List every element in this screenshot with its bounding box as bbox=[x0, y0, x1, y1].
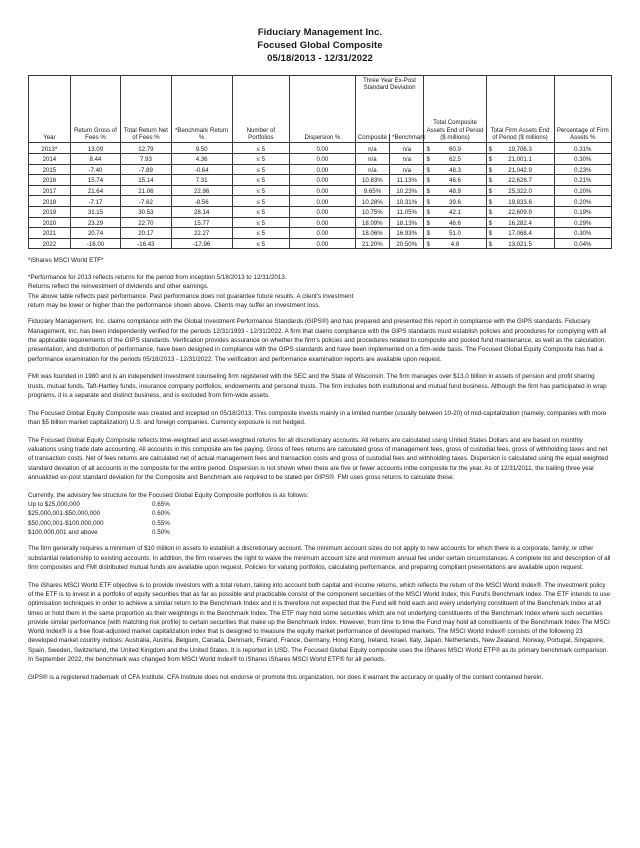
cell-percentage-firm-assets: 0.20% bbox=[554, 196, 611, 207]
paragraph-composite-creation: The Focused Global Equity Composite was created and incepted on 05/18/2013. This composite invests mainly in a limited number (usually between 10-20) of mid-capitalization (namely, companies with more than $5 billion market capitalization) U.S. and foreign companies. Currency exposure is not hedged. bbox=[28, 409, 607, 427]
currency-symbol: $ bbox=[426, 166, 430, 174]
cell-total-firm-assets-value: 13,021.5 bbox=[508, 240, 532, 248]
cell-sd-composite: 21.20% bbox=[355, 238, 389, 249]
cell-percentage-firm-assets: 0.20% bbox=[554, 185, 611, 196]
cell-return-gross: 13.09 bbox=[70, 143, 120, 154]
currency-symbol: $ bbox=[488, 209, 492, 217]
cell-total-firm-assets bbox=[486, 228, 554, 239]
cell-benchmark-return: 22.96 bbox=[171, 185, 232, 196]
cell-return-net: -16.43 bbox=[121, 238, 171, 249]
cell-total-firm-assets-value: 25,322.0 bbox=[508, 187, 532, 195]
fee-tier-range: $100,000,001 and above bbox=[28, 529, 98, 537]
currency-symbol: $ bbox=[488, 240, 492, 248]
cell-return-net: -7.89 bbox=[121, 164, 171, 175]
currency-symbol: $ bbox=[426, 156, 430, 164]
cell-sd-composite: 18.09% bbox=[355, 217, 389, 228]
cell-total-firm-assets-value: 16,282.4 bbox=[508, 219, 532, 227]
cell-return-net: 30.53 bbox=[121, 206, 171, 217]
cell-return-gross: 15.74 bbox=[70, 175, 120, 186]
col-group-three-year-sd: Three Year Ex-Post Standard Deviation bbox=[355, 76, 424, 135]
cell-percentage-firm-assets: 0.30% bbox=[554, 154, 611, 165]
cell-benchmark-return: -0.64 bbox=[171, 164, 232, 175]
cell-total-firm-assets-value: 22,609.9 bbox=[508, 209, 532, 217]
fee-tier-row bbox=[28, 519, 170, 528]
cell-return-net: 21.06 bbox=[121, 185, 171, 196]
table-row bbox=[29, 185, 612, 196]
cell-year: 2020 bbox=[29, 217, 71, 228]
cell-total-composite-assets-value: 48.3 bbox=[449, 166, 461, 174]
cell-sd-benchmark: 10.23% bbox=[390, 185, 424, 196]
cell-sd-composite: 10.83% bbox=[355, 175, 389, 186]
cell-total-firm-assets bbox=[486, 196, 554, 207]
col-year: Year bbox=[29, 76, 71, 143]
table-header-row-main bbox=[29, 76, 612, 135]
table-row bbox=[29, 175, 612, 186]
cell-total-composite-assets-value: 42.1 bbox=[449, 209, 461, 217]
cell-total-firm-assets-value: 21,001.1 bbox=[508, 156, 532, 164]
currency-symbol: $ bbox=[488, 156, 492, 164]
currency-symbol: $ bbox=[426, 145, 430, 153]
cell-year: 2015 bbox=[29, 164, 71, 175]
cell-percentage-firm-assets: 0.19% bbox=[554, 206, 611, 217]
col-dispersion: Dispersion % bbox=[290, 76, 356, 143]
cell-total-composite-assets bbox=[424, 217, 486, 228]
cell-total-composite-assets bbox=[424, 185, 486, 196]
cell-total-composite-assets-value: 51.0 bbox=[449, 230, 461, 238]
paragraph-benchmark-description: The iShares MSCI World ETF objective is to provide investors with a total return, taking into account both capital and income returns, which reflects the return of the MSCI World Index®. The investment policy of the ETF is to invest in a portfolio of equity securities that as far as possible and practicable consist of the component securities of the MSCI World Index, this Fund's Benchmark Index. The ETF intends to use optimisation techniques in order to achieve a similar return to the Benchmark Index and it is therefore not expected that the Fund will hold each and every underlying constituent of the Benchmark Index at all times or hold them in the same proportion as their weightings in the Benchmark Index. The ETF may hold some securities which are not underlying constituents of the Benchmark Index where such securities provide similar performance (with matching risk profile) to certain securities that make up the Benchmark Index. However, from time to time the Fund may hold all constituents of the Benchmark Index The MSCI World Index® is a free float-adjusted market capitalization index that is designed to measure the equity market performance of developed markets. The MSCI World Index® consists of the following 23 developed market country indices: Australia, Austria, Belgium, Canada, Denmark, Finland, France, Germany, Hong Kong, Ireland, Israel, Italy, Japan, Netherlands, New Zealand, Norway, Portugal, Singapore, Spain, Sweden, Switzerland, the United Kingdom and the United States. It is reported in USD. The Focused Global Equity composite uses the iShares MSCI World ETF® as its primary benchmark comparison. In September 2022, the benchmark was changed from MSCI World Index® to iShares iShares MSCI World ETF® for all periods. bbox=[28, 581, 610, 664]
cell-sd-benchmark: 20.50% bbox=[390, 238, 424, 249]
cell-sd-benchmark: 18.13% bbox=[390, 217, 424, 228]
footnotes bbox=[28, 256, 612, 310]
currency-symbol: $ bbox=[426, 177, 430, 185]
cell-sd-benchmark: 11.05% bbox=[390, 206, 424, 217]
benchmark-footnote: *iShares MSCI World ETF* bbox=[28, 257, 104, 265]
cell-benchmark-return: 28.14 bbox=[171, 206, 232, 217]
cell-total-composite-assets bbox=[424, 154, 486, 165]
cell-year: 2019 bbox=[29, 206, 71, 217]
cell-return-net: 12.79 bbox=[121, 143, 171, 154]
currency-symbol: $ bbox=[488, 198, 492, 206]
cell-percentage-firm-assets: 0.29% bbox=[554, 217, 611, 228]
cell-dispersion: 0.00 bbox=[290, 164, 356, 175]
fee-schedule-table bbox=[28, 500, 170, 537]
cell-benchmark-return: 4.36 bbox=[171, 154, 232, 165]
currency-symbol: $ bbox=[488, 177, 492, 185]
cell-total-composite-assets-value: 48.9 bbox=[449, 187, 461, 195]
cell-percentage-firm-assets: 0.04% bbox=[554, 238, 611, 249]
cell-number-portfolios: ≤ 5 bbox=[232, 175, 289, 186]
cell-benchmark-return: 7.31 bbox=[171, 175, 232, 186]
cell-dispersion: 0.00 bbox=[290, 228, 356, 239]
cell-return-gross: 20.74 bbox=[70, 228, 120, 239]
cell-dispersion: 0.00 bbox=[290, 238, 356, 249]
cell-year: 2014 bbox=[29, 154, 71, 165]
table-row bbox=[29, 196, 612, 207]
cell-total-firm-assets bbox=[486, 164, 554, 175]
cell-return-gross: -7.17 bbox=[70, 196, 120, 207]
cell-sd-benchmark: n/a bbox=[390, 154, 424, 165]
col-return-net: Total Return Net of Fees % bbox=[121, 76, 171, 143]
cell-dispersion: 0.00 bbox=[290, 143, 356, 154]
cell-percentage-firm-assets: 0.30% bbox=[554, 228, 611, 239]
cell-total-composite-assets bbox=[424, 143, 486, 154]
cell-total-firm-assets-value: 19,706.3 bbox=[508, 145, 532, 153]
fee-tier-rate: 0.60% bbox=[152, 510, 170, 518]
cell-total-firm-assets bbox=[486, 206, 554, 217]
currency-symbol: $ bbox=[488, 145, 492, 153]
cell-benchmark-return: 22.27 bbox=[171, 228, 232, 239]
cell-percentage-firm-assets: 0.21% bbox=[554, 175, 611, 186]
fee-tier-row bbox=[28, 509, 170, 518]
cell-sd-composite: 10.75% bbox=[355, 206, 389, 217]
table-row bbox=[29, 206, 612, 217]
cell-benchmark-return: 9.50 bbox=[171, 143, 232, 154]
paragraph-gips-compliance: Fiduciary Management, Inc. claims compliance with the Global Investment Performance Standards (GIPS®) and has prepared and presented this report in compliance with the GIPS standards. Fiduciary Management, Inc. has been independently verified for the periods 12/31/1993 - 12/31/2022. A firm that claims compliance with the GIPS standards must establish policies and procedures for complying with all the applicable requirements of the GIPS standards. Verification provides assurance on whether the firm's policies and procedures related to composite and pooled fund maintenance, as well as the calculation, presentation, and distribution of performance, have been designed in compliance with the GIPS standards and have been implemented on a firm-wide basis. The Focused Global Equity Composite has had a performance examination for the periods 05/18/2013 - 12/31/2022. The verification and performance examination reports are available upon request. bbox=[28, 318, 607, 363]
cell-return-gross: 23.29 bbox=[70, 217, 120, 228]
footnote-past-performance-1: The above table reflects past performance. Past performance does not guarantee future results. A client's investment bbox=[28, 292, 354, 300]
period-range: 05/18/2013 - 12/31/2022 bbox=[267, 53, 373, 64]
cell-total-firm-assets-value: 19,833.6 bbox=[508, 198, 532, 206]
table-row bbox=[29, 238, 612, 249]
cell-total-firm-assets bbox=[486, 238, 554, 249]
cell-sd-benchmark: n/a bbox=[390, 164, 424, 175]
cell-sd-benchmark: 10.31% bbox=[390, 196, 424, 207]
col-return-gross: Return Gross of Fees % bbox=[70, 76, 120, 143]
paragraph-trademark: GIPS® is a registered trademark of CFA Institute. CFA Institute does not endorse or promote this organization, nor does it warrant the accuracy or quality of the content contained herein. bbox=[28, 673, 544, 681]
cell-year: 2013* bbox=[29, 143, 71, 154]
table-row bbox=[29, 164, 612, 175]
cell-percentage-firm-assets: 0.31% bbox=[554, 143, 611, 154]
currency-symbol: $ bbox=[426, 219, 430, 227]
cell-total-firm-assets bbox=[486, 175, 554, 186]
fee-tier-row bbox=[28, 528, 170, 537]
cell-dispersion: 0.00 bbox=[290, 196, 356, 207]
table-row bbox=[29, 217, 612, 228]
currency-symbol: $ bbox=[426, 198, 430, 206]
cell-sd-composite: n/a bbox=[355, 154, 389, 165]
cell-total-composite-assets bbox=[424, 238, 486, 249]
cell-total-composite-assets-value: 39.6 bbox=[449, 198, 461, 206]
currency-symbol: $ bbox=[426, 187, 430, 195]
fee-tier-range: $25,000,001-$50,000,000 bbox=[28, 510, 101, 518]
cell-dispersion: 0.00 bbox=[290, 206, 356, 217]
cell-total-composite-assets bbox=[424, 206, 486, 217]
col-sd-benchmark: *Benchmark bbox=[390, 134, 424, 143]
paragraph-firm-background: FMI was founded in 1980 and is an independent investment counseling firm registered with the SEC and the State of Wisconsin. The firm manages over $13.0 billion in assets of pension and profit sharing trusts, mutual funds, Taft-Hartley funds, insurance company portfolios, endowments and personal trusts. The firm includes both institutional and mutual fund business. Although the firm has participated in wrap programs, it is a separate and distinct business, and is excluded from firm-wide assets. bbox=[28, 373, 607, 399]
fee-tier-rate: 0.50% bbox=[152, 529, 170, 537]
cell-total-composite-assets bbox=[424, 228, 486, 239]
cell-year: 2018 bbox=[29, 196, 71, 207]
cell-total-firm-assets-value: 21,042.9 bbox=[508, 166, 532, 174]
cell-total-firm-assets bbox=[486, 217, 554, 228]
table-body bbox=[29, 143, 612, 249]
table-row bbox=[29, 154, 612, 165]
cell-number-portfolios: ≤ 5 bbox=[232, 238, 289, 249]
cell-year: 2016 bbox=[29, 175, 71, 186]
cell-dispersion: 0.00 bbox=[290, 175, 356, 186]
fee-tier-rate: 0.65% bbox=[152, 501, 170, 509]
footnote-inception: *Performance for 2013 reflects returns for the period from inception 5/18/2013 to 12/31/2013. bbox=[28, 273, 287, 281]
cell-return-net: 7.93 bbox=[121, 154, 171, 165]
fee-tier-row bbox=[28, 500, 170, 509]
cell-benchmark-return: 15.77 bbox=[171, 217, 232, 228]
table-row bbox=[29, 228, 612, 239]
cell-year: 2017 bbox=[29, 185, 71, 196]
cell-number-portfolios: ≤ 5 bbox=[232, 206, 289, 217]
cell-benchmark-return: -8.56 bbox=[171, 196, 232, 207]
currency-symbol: $ bbox=[488, 230, 492, 238]
fee-tier-range: $50,000,001-$100,000,000 bbox=[28, 519, 104, 527]
composite-name: Focused Global Composite bbox=[257, 40, 383, 51]
cell-number-portfolios: ≤ 5 bbox=[232, 164, 289, 175]
cell-total-firm-assets-value: 22,626.7 bbox=[508, 177, 532, 185]
fee-schedule-body bbox=[28, 500, 170, 537]
cell-percentage-firm-assets: 0.23% bbox=[554, 164, 611, 175]
cell-total-composite-assets-value: 46.6 bbox=[449, 177, 461, 185]
cell-total-composite-assets-value: 46.6 bbox=[449, 219, 461, 227]
col-total-composite-assets: Total Composite Assets End of Period ($ millions) bbox=[424, 76, 486, 143]
cell-dispersion: 0.00 bbox=[290, 217, 356, 228]
document-header bbox=[28, 26, 612, 65]
table-head bbox=[29, 76, 612, 143]
cell-dispersion: 0.00 bbox=[290, 185, 356, 196]
currency-symbol: $ bbox=[426, 240, 430, 248]
company-name: Fiduciary Management Inc. bbox=[257, 27, 383, 38]
cell-dispersion: 0.00 bbox=[290, 154, 356, 165]
fee-tier-rate: 0.55% bbox=[152, 519, 170, 527]
cell-total-firm-assets-value: 17,068.4 bbox=[508, 230, 532, 238]
cell-total-composite-assets bbox=[424, 175, 486, 186]
paragraph-minimums: The firm generally requires a minimum of $10 million in assets to establish a discretionary account. The minimum account sizes do not apply to new accounts for which there is a corporate, family, or other substantial relationship to existing accounts. In addition, the firm reserves the right to waive the minimum account size and minimum annual fee under certain circumstances. A complete list and description of all firm composites and FMI distributed mutual funds are available upon request. Policies for valuing portfolios, calculating performance, and preparing compliant presentations are available upon request. bbox=[28, 545, 611, 571]
cell-total-composite-assets bbox=[424, 196, 486, 207]
cell-total-composite-assets-value: 4.8 bbox=[450, 240, 460, 248]
table-row bbox=[29, 143, 612, 154]
cell-total-composite-assets-value: 62.5 bbox=[449, 156, 461, 164]
currency-symbol: $ bbox=[488, 187, 492, 195]
cell-total-composite-assets bbox=[424, 164, 486, 175]
cell-year: 2021 bbox=[29, 228, 71, 239]
cell-total-firm-assets bbox=[486, 143, 554, 154]
cell-return-gross: -16.00 bbox=[70, 238, 120, 249]
cell-sd-composite: 9.65% bbox=[355, 185, 389, 196]
currency-symbol: $ bbox=[426, 230, 430, 238]
cell-total-composite-assets-value: 60.9 bbox=[449, 145, 461, 153]
cell-return-net: -7.62 bbox=[121, 196, 171, 207]
cell-sd-composite: n/a bbox=[355, 143, 389, 154]
col-sd-composite: Composite bbox=[355, 134, 389, 143]
cell-sd-composite: n/a bbox=[355, 164, 389, 175]
cell-sd-benchmark: 11.13% bbox=[390, 175, 424, 186]
col-benchmark-return: *Benchmark Return % bbox=[171, 76, 232, 143]
paragraph-calculation-method: The Focused Global Equity Composite reflects time-weighted and asset-weighted returns for all discretionary accounts. All returns are calculated using United States Dollars and are based on monthly valuations using trade date accounting. All accounts in this composite are fee paying. Gross of fees returns are calculated gross of management fees, gross of custodial fees, gross of withholding taxes and net of transaction costs. Net of fees returns are calculated net of actual management fees and transaction costs and gross of custodial fees and withholding taxes. Dispersion is calculated using the equal weighted standard deviation of all accounts in the composite for the entire period. Dispersion is not shown when there are five or fewer accounts inthe composite for the year. As of 12/31/2011, the trailing three year annualized ex-post standard deviation for the Composite and Benchmark are required to be stated per GIPS®. FMI uses gross returns to calculate these. bbox=[28, 436, 608, 482]
currency-symbol: $ bbox=[488, 219, 492, 227]
cell-benchmark-return: -17.96 bbox=[171, 238, 232, 249]
cell-return-net: 22.70 bbox=[121, 217, 171, 228]
fee-schedule-intro: Currently, the advisory fee structure for the Focused Global Equity Composite portfolios is as follows: bbox=[28, 491, 309, 499]
cell-return-gross: 21.64 bbox=[70, 185, 120, 196]
cell-number-portfolios: ≤ 5 bbox=[232, 217, 289, 228]
fee-tier-range: Up to $25,000,000 bbox=[28, 501, 80, 509]
cell-sd-benchmark: n/a bbox=[390, 143, 424, 154]
cell-number-portfolios: ≤ 5 bbox=[232, 154, 289, 165]
cell-total-firm-assets bbox=[486, 185, 554, 196]
col-number-portfolios: Number of Portfolios bbox=[232, 76, 289, 143]
cell-return-gross: -7.40 bbox=[70, 164, 120, 175]
cell-sd-composite: 18.06% bbox=[355, 228, 389, 239]
footnote-past-performance-2: return may be lower or higher than the performance shown above. Clients may suffer an investment loss. bbox=[28, 301, 321, 309]
cell-year: 2022 bbox=[29, 238, 71, 249]
performance-table bbox=[28, 75, 612, 249]
currency-symbol: $ bbox=[488, 166, 492, 174]
cell-return-gross: 31.15 bbox=[70, 206, 120, 217]
cell-number-portfolios: ≤ 5 bbox=[232, 196, 289, 207]
cell-sd-benchmark: 16.93% bbox=[390, 228, 424, 239]
cell-return-net: 15.14 bbox=[121, 175, 171, 186]
col-total-firm-assets: Total Firm Assets End of Period ($ millions) bbox=[486, 76, 554, 143]
col-percentage-firm-assets: Percentage of Firm Assets % bbox=[554, 76, 611, 143]
cell-total-firm-assets bbox=[486, 154, 554, 165]
currency-symbol: $ bbox=[426, 209, 430, 217]
footnote-reinvestment: Returns reflect the reinvestment of dividends and other earnings. bbox=[28, 283, 209, 291]
cell-return-net: 20.17 bbox=[121, 228, 171, 239]
cell-return-gross: 8.44 bbox=[70, 154, 120, 165]
cell-number-portfolios: ≤ 5 bbox=[232, 185, 289, 196]
cell-number-portfolios: ≤ 5 bbox=[232, 228, 289, 239]
cell-number-portfolios: ≤ 5 bbox=[232, 143, 289, 154]
cell-sd-composite: 10.28% bbox=[355, 196, 389, 207]
